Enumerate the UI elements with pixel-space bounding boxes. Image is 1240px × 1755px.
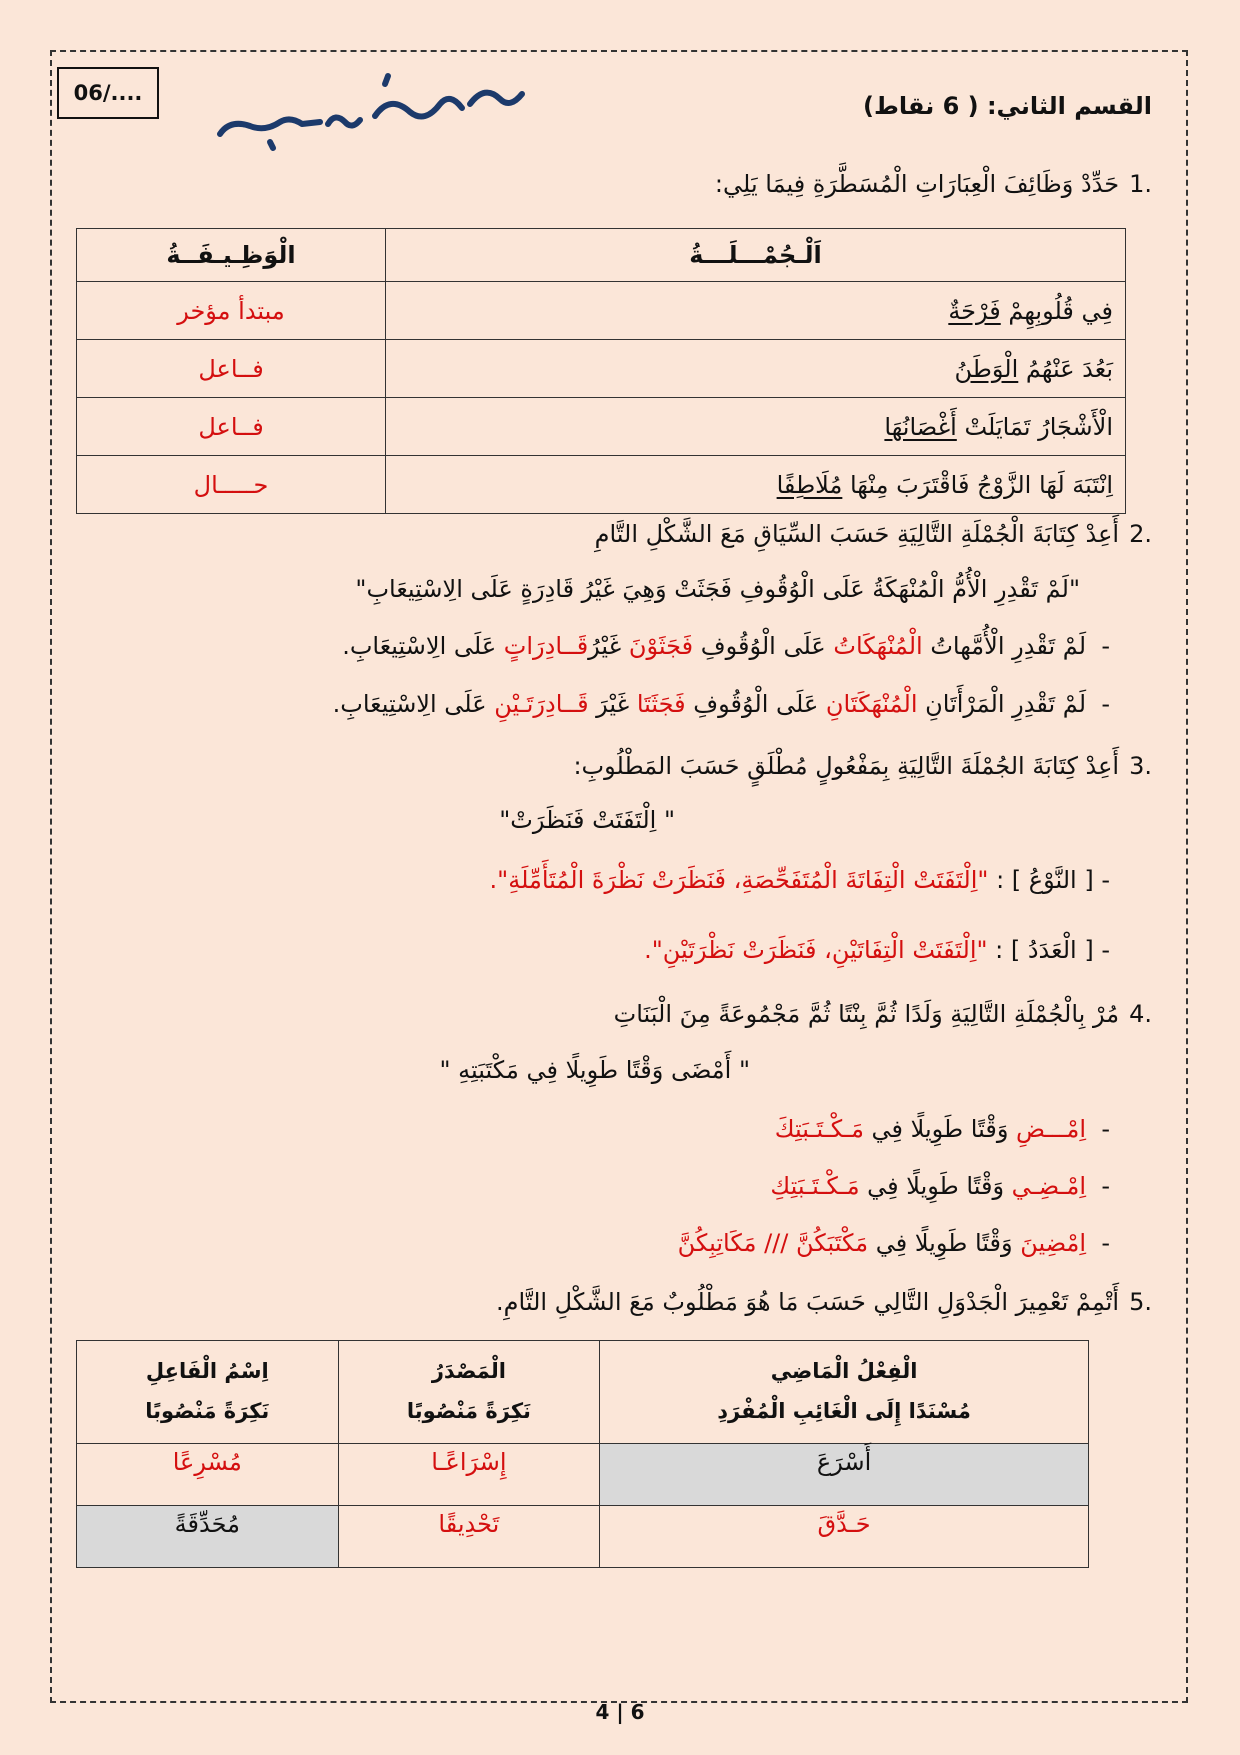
q3-instruction xyxy=(573,752,1152,780)
q1-header-function: الْوَظِـيـفَــةُ xyxy=(77,229,386,282)
q3-count-answer: - [ الْعَدَدُ ] : "اِلْتَفَتَتْ الْتِفَاتَيْنِ، فَنَظَرَتْ نَظْرَتَيْنِ". xyxy=(644,936,1110,964)
q5-header-verb: الْفِعْلُ الْمَاضِي مُسْنَدًا إِلَى الْغَائِبِ الْمُفْرَدِ xyxy=(600,1341,1089,1444)
q3-text: أَعِدْ كِتَابَةَ الجُمْلَةَ التَّالِيَةِ بِمَفْعُولٍ مُطْلَقٍ حَسَبَ المَطْلُوبِ: xyxy=(573,752,1120,780)
q4-answer-girls: - اِمْضِينَ وَقْتًا طَوِيلًا فِي مَكْتَبَكُنَّ /// مَكَاتِبِكُنَّ xyxy=(677,1229,1110,1257)
q1-number: .1 xyxy=(1129,170,1152,198)
q2-number: .2 xyxy=(1129,520,1152,548)
q5-verb-cell: أَسْرَعَ xyxy=(600,1444,1089,1506)
q4-quote: " أَمْضَى وَقْتًا طَوِيلًا فِي مَكْتَبَتِهِ " xyxy=(439,1056,750,1084)
q1-table xyxy=(76,228,1126,514)
q1-sentence: الْأَشْجَارُ تَمَايَلَتْ أَغْصَانُهَا xyxy=(386,398,1126,456)
q2-quote: "لَمْ تَقْدِرِ الْأُمُّ الْمُنْهَكَةُ عَلَى الْوُقُوفِ فَجَثَتْ وَهِيَ غَيْرُ قَادِرَةٍ عَلَى الِاسْتِيعَابِ" xyxy=(355,575,1080,603)
q5-masdar-answer: تَحْدِيقًا xyxy=(338,1506,600,1568)
q5-header-row xyxy=(77,1341,1089,1444)
q1-sentence: اِنْتَبَهَ لَهَا الزَّوْجُ فَاقْتَرَبَ مِنْهَا مُلَاطِفًا xyxy=(386,456,1126,514)
q5-fa3il-answer: مُسْرِعًا xyxy=(77,1444,339,1506)
q2-text: أَعِدْ كِتَابَةَ الْجُمْلَةِ التَّالِيَةِ حَسَبَ السِّيَاقِ مَعَ الشَّكْلِ التَّامِ xyxy=(594,520,1120,548)
q4-text: مُرْ بِالْجُمْلَةِ التَّالِيَةِ وَلَدًا ثُمَّ بِنْتًا ثُمَّ مَجْمُوعَةً مِنَ الْبَنَاتِ xyxy=(613,1000,1120,1028)
score-box: 06/.... xyxy=(57,67,159,119)
q5-table xyxy=(76,1340,1089,1568)
q1-function-answer: مبتدأ مؤخر xyxy=(77,282,386,340)
q5-text: أَتْمِمْ تَعْمِيرَ الْجَدْوَلِ التَّالِي حَسَبَ مَا هُوَ مَطْلُوبٌ مَعَ الشَّكْلِ التَّامِ. xyxy=(496,1288,1120,1316)
q1-text: حَدِّدْ وَظَائِفَ الْعِبَارَاتِ الْمُسَطَّرَةِ فِيمَا يَلِي: xyxy=(714,170,1120,198)
underlined-phrase: مُلَاطِفًا xyxy=(776,470,843,499)
q4-answer-girl: - اِمْـضِـي وَقْتًا طَوِيلًا فِي مَـكْـتَـبَتِكِ xyxy=(770,1172,1110,1200)
q3-quote: " اِلْتَفَتَتْ فَنَظَرَتْ" xyxy=(499,806,675,834)
q5-number: .5 xyxy=(1129,1288,1152,1316)
q4-number: .4 xyxy=(1129,1000,1152,1028)
q1-function-answer: فــاعل xyxy=(77,340,386,398)
underlined-phrase: فَرْحَةٌ xyxy=(948,296,1001,325)
q1-header-sentence: اَلْـجُمْـــلَـــةُ xyxy=(386,229,1126,282)
q1-sentence: فِي قُلُوبِهِمْ فَرْحَةٌ xyxy=(386,282,1126,340)
table-row xyxy=(77,398,1126,456)
q5-header-fa3il: اِسْمُ الْفَاعِلِ نَكِرَةً مَنْصُوبًا xyxy=(77,1341,339,1444)
q2-answer-plural: - لَمْ تَقْدِرِ الْأُمَّهاتُ الْمُنْهَكَاتُ عَلَى الْوُقُوفِ فَجَثَوْنَ غَيْرُقَــادِرَاتٍ عَلَى الِاسْتِيعَابِ. xyxy=(342,632,1110,660)
q5-instruction xyxy=(496,1288,1152,1316)
q4-answer-boy: - اِمْـــضِ وَقْتًا طَوِيلًا فِي مَـكْـتَـبَتِكَ xyxy=(774,1115,1110,1143)
q5-masdar-answer: إِسْرَاعًـا xyxy=(338,1444,600,1506)
q1-function-answer: فــاعل xyxy=(77,398,386,456)
q1-instruction xyxy=(715,170,1152,198)
table-row xyxy=(77,282,1126,340)
q3-type-answer: - [ النَّوْعُ ] : "اِلْتَفَتَتْ الْتِفَاتَةَ الْمُتَفَحِّصَةِ، فَنَظَرَتْ نَظْرَةَ الْمُتَأَمِّلَةِ". xyxy=(489,866,1110,894)
q2-answer-dual: - لَمْ تَقْدِرِ الْمَرْأَتَانِ الْمُنْهَكَتَانِ عَلَى الْوُقُوفِ فَجَثَتَا غَيْرَ قَــادِرَتَـيْنِ عَلَى الِاسْتِيعَابِ. xyxy=(332,690,1110,718)
underlined-phrase: أَغْصَانُهَا xyxy=(884,412,957,441)
q4-instruction xyxy=(614,1000,1152,1028)
section-title: القسم الثاني: ( 6 نقاط) xyxy=(863,92,1152,120)
page-number: 4 | 6 xyxy=(595,1700,645,1724)
table-row xyxy=(77,456,1126,514)
table-row xyxy=(77,1444,1089,1506)
q5-verb-answer: حَـدَّقَ xyxy=(600,1506,1089,1568)
q5-header-masdar: الْمَصْدَرُ نَكِرَةً مَنْصُوبًا xyxy=(338,1341,600,1444)
q1-function-answer: حـــــال xyxy=(77,456,386,514)
q2-instruction xyxy=(595,520,1152,548)
q1-header-row xyxy=(77,229,1126,282)
q5-fa3il-cell: مُحَدِّقَةً xyxy=(77,1506,339,1568)
q1-sentence: بَعُدَ عَنْهُمُ الْوَطَنُ xyxy=(386,340,1126,398)
handwritten-signature xyxy=(210,64,530,154)
q3-number: .3 xyxy=(1129,752,1152,780)
underlined-phrase: الْوَطَنُ xyxy=(954,354,1019,383)
table-row xyxy=(77,1506,1089,1568)
table-row xyxy=(77,340,1126,398)
